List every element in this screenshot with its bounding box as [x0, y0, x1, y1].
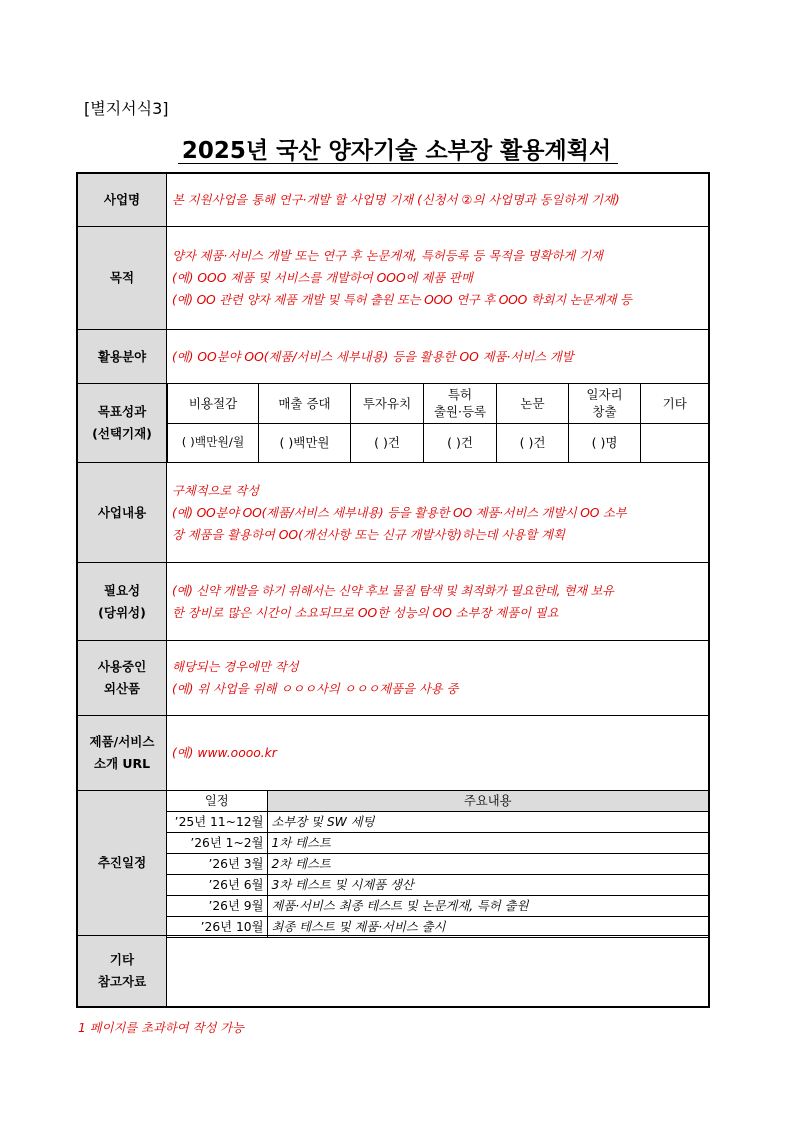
footnote: 1 페이지를 초과하여 작성 가능 — [78, 1021, 245, 1035]
foreign-product-line: (예) 위 사업을 위해 ㅇㅇㅇ사의 ㅇㅇㅇ제품을 사용 중 — [172, 682, 459, 696]
schedule-header-content: 주요내용 — [267, 791, 708, 812]
necessity-line: 한 장비로 많은 시간이 소요되므로 OO한 성능의 OO 소부장 제품이 필요 — [172, 605, 559, 620]
page-title: 2025년 국산 양자기술 소부장 활용계획서 — [181, 138, 612, 164]
goal-header-etc: 기타 — [641, 384, 709, 423]
field-label: 활용분야 — [78, 330, 167, 383]
schedule-content[interactable]: 3차 테스트 및 시제품 생산 — [267, 875, 708, 896]
goal-header-paper: 논문 — [497, 384, 569, 423]
goal-value-patent[interactable]: ( )건 — [424, 423, 497, 462]
schedule-date[interactable]: ’26년 9월 — [167, 896, 267, 917]
necessity-row — [78, 563, 708, 641]
foreign-product-row — [78, 641, 708, 716]
schedule-date[interactable]: ’26년 6월 — [167, 875, 267, 896]
goals-label: 목표성과 (선택기재) — [78, 384, 167, 462]
schedule-label: 추진일정 — [78, 791, 167, 935]
content-label: 사업내용 — [78, 463, 167, 562]
goals-row — [78, 384, 708, 463]
schedule-date[interactable]: ’26년 1~2월 — [167, 833, 267, 854]
business-name-line: 본 지원사업을 통해 연구·개발 할 사업명 기재 (신청서 ②의 사업명과 동일하게 기재) — [172, 193, 620, 207]
schedule-row — [78, 791, 708, 936]
goal-header-sales: 매출 증대 — [259, 384, 351, 423]
schedule-content[interactable]: 1차 테스트 — [267, 833, 708, 854]
etc-row — [78, 936, 708, 1006]
schedule-date[interactable]: ’25년 11~12월 — [167, 812, 267, 833]
schedule-content[interactable]: 2차 테스트 — [267, 854, 708, 875]
purpose-line: 양자 제품·서비스 개발 또는 연구 후 논문게재, 특허등록 등 목적을 명확하게 기재 — [172, 249, 603, 263]
purpose-line: (예) OOO 제품 및 서비스를 개발하여 OOO에 제품 판매 — [172, 271, 473, 285]
etc-content[interactable] — [167, 936, 708, 1006]
foreign-product-line: 해당되는 경우에만 작성 — [172, 660, 299, 674]
form-label: [별지서식3] — [84, 99, 169, 118]
url-row — [78, 716, 708, 791]
content-line: 구체적으로 작성 — [172, 483, 260, 498]
goal-header-investment: 투자유치 — [351, 384, 424, 423]
business-name-label: 사업명 — [78, 174, 167, 226]
goal-value-sales[interactable]: ( )백만원 — [259, 423, 351, 462]
goal-value-etc[interactable] — [641, 423, 709, 462]
field-content[interactable] — [167, 330, 708, 383]
necessity-line: (예) 신약 개발을 하기 위해서는 신약 후보 물질 탐색 및 최적화가 필요한데, 현재 보유 — [172, 583, 614, 598]
goal-value-jobs[interactable]: ( )명 — [569, 423, 641, 462]
etc-label: 기타 참고자료 — [78, 936, 167, 1006]
schedule-header-date: 일정 — [167, 791, 267, 812]
goal-value-cost[interactable]: ( )백만원/월 — [168, 423, 259, 462]
purpose-line: (예) OO 관련 양자 제품 개발 및 특허 출원 또는 OOO 연구 후 OOO 학회지 논문게재 등 — [172, 293, 632, 307]
schedule-table — [167, 791, 708, 938]
business-name-content[interactable] — [167, 174, 708, 226]
goal-header-patent: 특허 출원·등록 — [424, 384, 497, 423]
url-line: (예) www.oooo.kr — [172, 746, 277, 760]
schedule-date[interactable]: ’26년 10월 — [167, 917, 267, 938]
goal-header-jobs: 일자리 창출 — [569, 384, 641, 423]
schedule-content[interactable]: 제품·서비스 최종 테스트 및 논문게재, 특허 출원 — [267, 896, 708, 917]
schedule-date[interactable]: ’26년 3월 — [167, 854, 267, 875]
foreign-product-label: 사용중인 외산품 — [78, 641, 167, 715]
necessity-content[interactable] — [167, 563, 708, 640]
goal-header-cost: 비용절감 — [168, 384, 259, 423]
purpose-content[interactable] — [167, 227, 708, 329]
goal-value-investment[interactable]: ( )건 — [351, 423, 424, 462]
content-content[interactable] — [167, 463, 708, 562]
goal-value-paper[interactable]: ( )건 — [497, 423, 569, 462]
goals-table — [167, 384, 709, 462]
url-content[interactable] — [167, 716, 708, 790]
foreign-product-content[interactable] — [167, 641, 708, 715]
necessity-label: 필요성 (당위성) — [78, 563, 167, 640]
schedule-content[interactable]: 소부장 및 SW 세팅 — [267, 812, 708, 833]
content-line: 장 제품을 활용하여 OO(개선사항 또는 신규 개발사항)하는데 사용할 계획 — [172, 527, 565, 542]
business-name-row — [78, 174, 708, 227]
purpose-row — [78, 227, 708, 330]
content-row — [78, 463, 708, 563]
plan-form — [76, 172, 710, 1008]
content-line: (예) OO분야 OO(제품/서비스 세부내용) 등을 활용한 OO 제품·서비스 개발시 OO 소부 — [172, 505, 627, 520]
title-underline — [178, 163, 618, 164]
schedule-content[interactable]: 최종 테스트 및 제품·서비스 출시 — [267, 917, 708, 938]
field-row — [78, 330, 708, 384]
field-line: (예) OO분야 OO(제품/서비스 세부내용) 등을 활용한 OO 제품·서비스 개발 — [172, 349, 574, 364]
url-label: 제품/서비스 소개 URL — [78, 716, 167, 790]
purpose-label: 목적 — [78, 227, 167, 329]
